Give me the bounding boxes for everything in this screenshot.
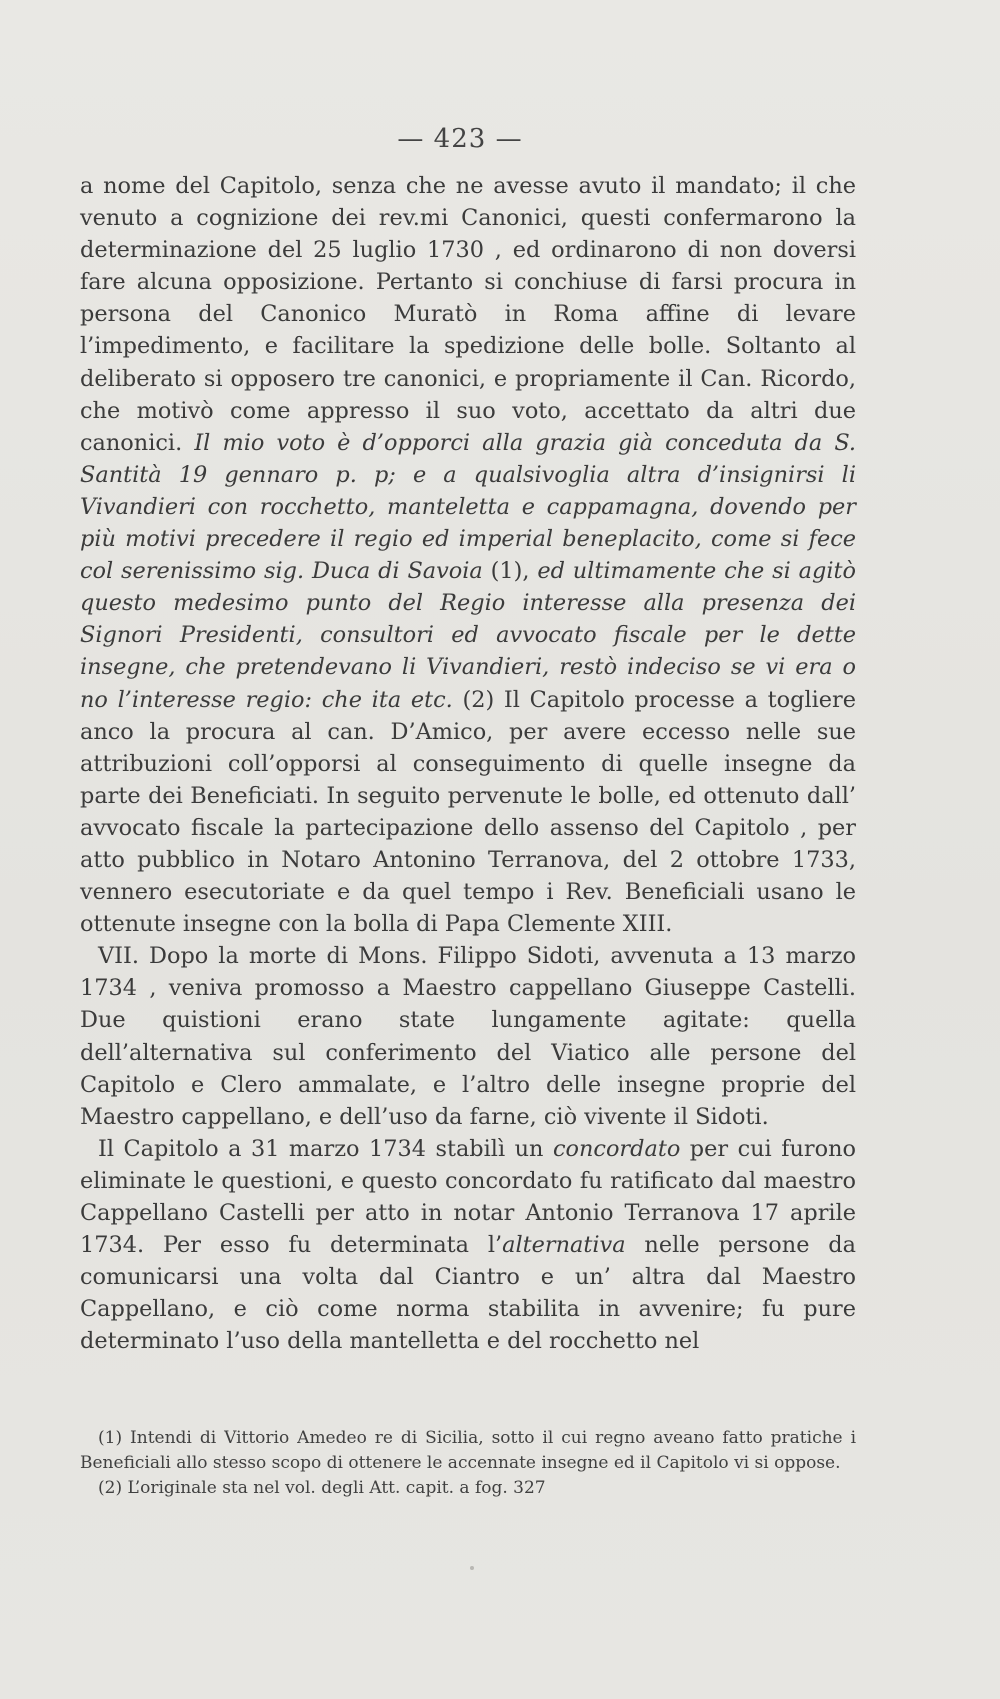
paragraph-1-quote-continued: ed ultimamente che si agitò questo medesimo punto del Regio interesse alla presenza dei Signori Presidenti, consultori ed avvocato fiscale per le dette insegne, che pretendevano li Vivandieri, restò indeciso se vi era o no l’interesse regio: che ita etc. (80, 558, 856, 713)
paragraph-3 (80, 1133, 856, 1358)
paragraph-3-text-b: per cui furono eliminate le questioni, e questo concordato fu ratificato dal maestro Cappellano Castelli per atto in notar Antonio Terranova 17 aprile 1734. Per esso fu determinata l’ (80, 1135, 856, 1259)
main-text (80, 170, 856, 1357)
paragraph-1-footnote-ref-1: (1), (482, 558, 538, 585)
footnotes (80, 1426, 856, 1501)
paragraph-1-quote: Il mio voto è d’opporci alla grazia già conceduta da S. Santità 19 gennaro p. p; e a qualsivoglia altra d’insignirsi li Vivandieri con rocchetto, manteletta e cappamagna, dovendo per più motivi precedere il regio ed imperial beneplacito, come si fece col serenissimo sig. Duca di Savoia (80, 429, 857, 585)
footnote-1: (1) Intendi di Vittorio Amedeo re di Sicilia, sotto il cui regno aveano fatto pratiche i Beneficiali allo stesso scopo di ottenere le accennate insegne ed il Capitolo vi si oppose. (80, 1428, 856, 1473)
paragraph-3-term-concordato: concordato (552, 1135, 681, 1162)
paragraph-1-text-b: (2) Il Capitolo processe a togliere anco la procura al can. D’Amico, per avere eccesso nelle sue attribuzioni coll’opporsi al conseguimento di quelle insegne da parte dei Beneficiati. In seguito pervenute le bolle, ed ottenuto dall’ avvocato fiscale la partecipazione dello assenso del Capitolo , per atto pubblico in Notaro Antonino Terranova, del 2 ottobre 1733, vennero esecutoriate e da quel tempo i Rev. Beneficiali usano le ottenute insegne con la bolla di Papa Clemente XIII. (80, 686, 856, 938)
paragraph-1-text-a: a nome del Capitolo, senza che ne avesse avuto il mandato; il che venuto a cognizione dei rev.mi Canonici, questi confermarono la determinazione del 25 luglio 1730 , ed ordinarono di non doversi fare alcuna opposizione. Pertanto si conchiuse di farsi procura in persona del Canonico Muratò in Roma affine di levare l’impedimento, e facilitare la spedizione delle bolle. Soltanto al deliberato si opposero tre canonici, e propriamente il Can. Ricordo, che motivò come appresso il suo voto, accettato da altri due canonici. (80, 173, 856, 456)
footnote-2: (2) L’originale sta nel vol. degli Att. capit. a fog. 327 (98, 1478, 546, 1498)
paragraph-3-text-a: Il Capitolo a 31 marzo 1734 stabilì un (98, 1135, 553, 1162)
paper-speck (470, 1566, 474, 1570)
paragraph-1 (80, 170, 856, 940)
paragraph-2: VII. Dopo la morte di Mons. Filippo Sidoti, avvenuta a 13 marzo 1734 , veniva promosso a Maestro cappellano Giuseppe Castelli. Due quistioni erano state lungamente agitate: quella dell’alternativa sul conferimento del Viatico alle persone del Capitolo e Clero ammalate, e l’altro delle insegne proprie del Maestro cappellano, e dell’uso da farne, ciò vivente il Sidoti. (80, 943, 856, 1130)
page-number: — 423 — (397, 124, 523, 154)
paragraph-3-text-c: nelle persone da comunicarsi una volta dal Ciantro e un’ altra dal Maestro Cappellano, e ciò come norma stabilita in avvenire; fu pure determinato l’uso della mantelletta e del rocchetto nel (80, 1232, 856, 1355)
paragraph-3-term-alternativa: alternativa (502, 1232, 626, 1259)
